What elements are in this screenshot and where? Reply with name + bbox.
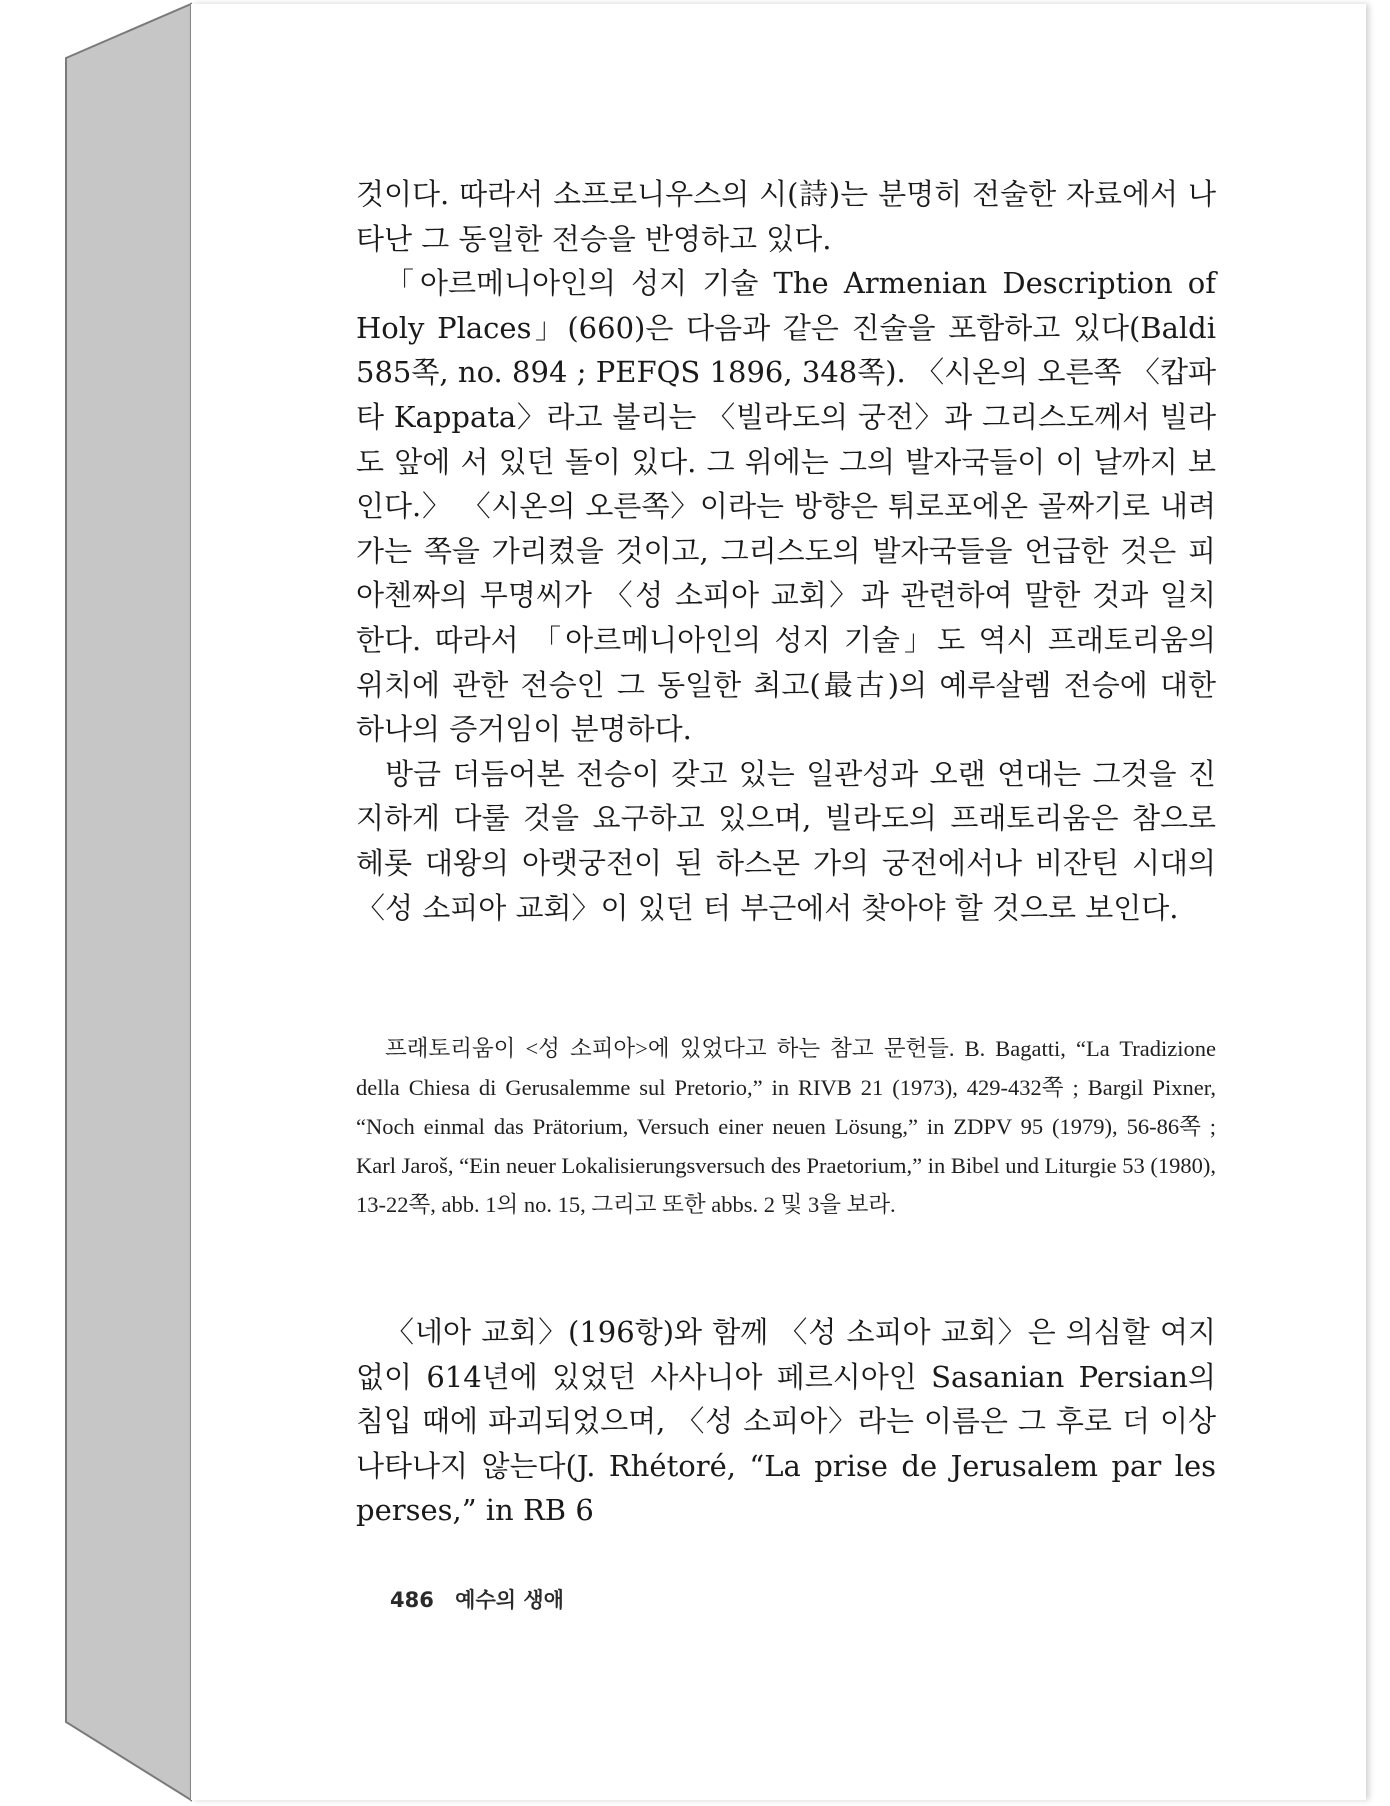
paragraph-4: 〈네아 교회〉(196항)와 함께 〈성 소피아 교회〉은 의심할 여지없이 614년에 있었던 사사니아 페르시아인 Sasanian Persian의 침입 때에 파괴되었으며, 〈성 소피아〉라는 이름은 그 후로 더 이상 나타나지 않는다(J. Rhétoré, “La prise de Jerusalem par les perses,” in RB 6: [356, 1315, 1216, 1528]
book-side-face: [66, 4, 191, 1800]
paragraph-3: 방금 더듬어본 전승이 갖고 있는 일관성과 오랜 연대는 그것을 진지하게 다룰 것을 요구하고 있으며, 빌라도의 프래토리움은 참으로 헤롯 대왕의 아랫궁전이 된 하스몬 가의 궁전에서나 비잔틴 시대의 〈성 소피아 교회〉이 있던 터 부근에서 찾아야 할 것으로 보인다.: [356, 756, 1216, 925]
main-text-block: [356, 172, 1216, 930]
paragraph-2: 「아르메니아인의 성지 기술 The Armenian Description of Holy Places」(660)은 다음과 같은 진술을 포함하고 있다(Baldi 585쪽, no. 894 ; PEFQS 1896, 348쪽). 〈시온의 오른쪽 〈캅파타 Kappata〉라고 불리는 〈빌라도의 궁전〉과 그리스도께서 빌라도 앞에 서 있던 돌이 있다. 그 위에는 그의 발자국들이 이 날까지 보인다.〉 〈시온의 오른쪽〉이라는 방향은 튀로포에온 골짜기로 내려가는 쪽을 가리켰을 것이고, 그리스도의 발자국들을 언급한 것은 피아첸짜의 무명씨가 〈성 소피아 교회〉과 관련하여 말한 것과 일치한다. 따라서 「아르메니아인의 성지 기술」도 역시 프래토리움의 위치에 관한 전승인 그 동일한 최고(最古)의 예루살렘 전승에 대한 하나의 증거임이 분명하다.: [356, 266, 1216, 747]
page-number: 486: [390, 1588, 434, 1612]
book-page: [191, 4, 1366, 1800]
page-footer: [390, 1584, 564, 1614]
footnote: 프래토리움이 <성 소피아>에 있었다고 하는 참고 문헌들. B. Bagatti, “La Tradizione della Chiesa di Gerusalemme sul Pretorio,” in RIVB 21 (1973), 429-432쪽 ; Bargil Pixner, “Noch einmal das Prätorium, Versuch einer neuen Lösung,” in ZDPV 95 (1979), 56-86쪽 ; Karl Jaroš, “Ein neuer Lokalisierungsversuch des Praetorium,” in Bibel und Liturgie 53 (1980), 13-22쪽, abb. 1의 no. 15, 그리고 또한 abbs. 2 및 3을 보라.: [356, 1036, 1216, 1217]
continued-text-block: [356, 1310, 1216, 1533]
paragraph-1: 것이다. 따라서 소프로니우스의 시(詩)는 분명히 전술한 자료에서 나타난 그 동일한 전승을 반영하고 있다.: [356, 177, 1216, 256]
running-title: 예수의 생애: [455, 1588, 564, 1612]
